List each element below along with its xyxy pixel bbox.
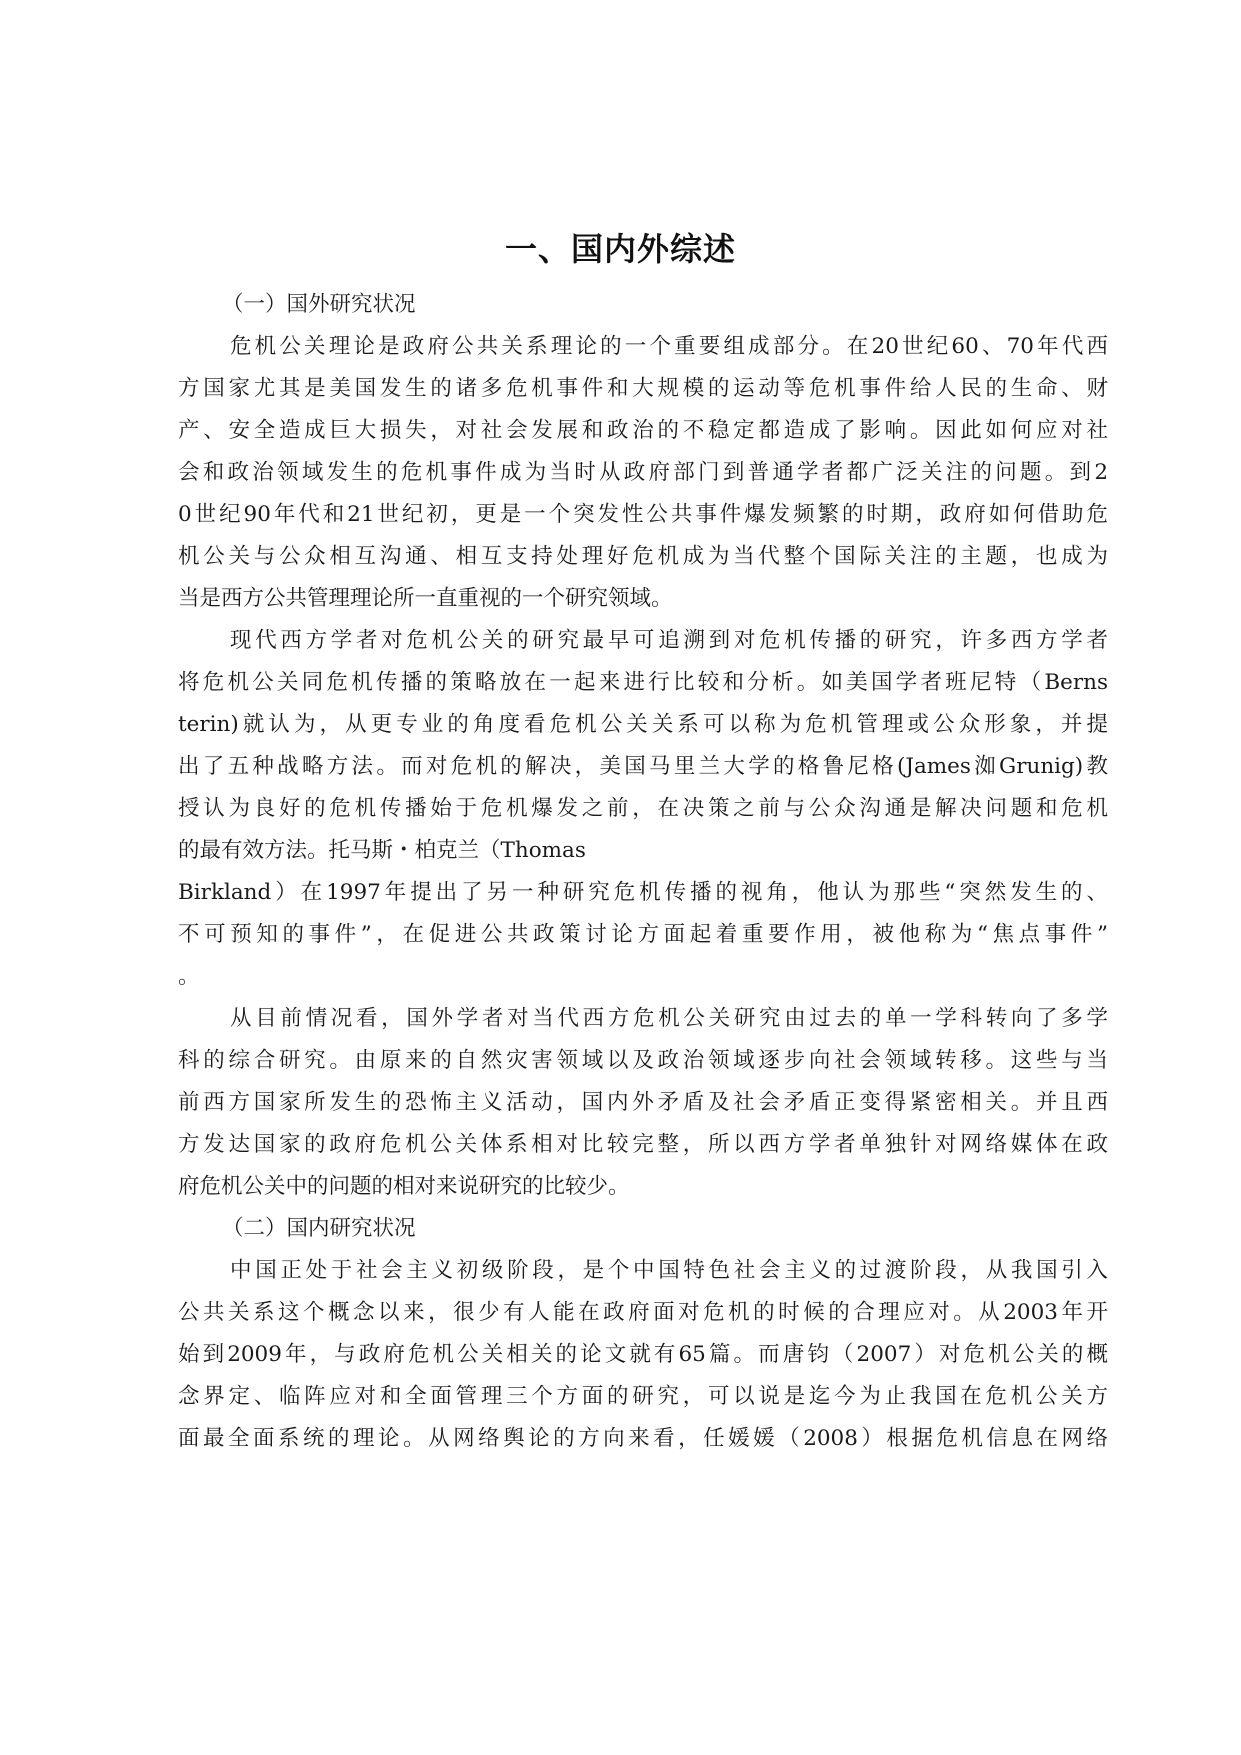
text-line: 从目前情况看，国外学者对当代西方危机公关研究由过去的单一学科转向了多学 (230, 1006, 1108, 1031)
text-line: 机公关与公众相互沟通、相互支持处理好危机成为当代整个国际关注的主题，也成为 (178, 544, 1108, 569)
text-line: 授认为良好的危机传播始于危机爆发之前，在决策之前与公众沟通是解决问题和危机 (178, 796, 1108, 821)
text-line: 公共关系这个概念以来，很少有人能在政府面对危机的时候的合理应对。从2003年开 (178, 1300, 1108, 1325)
text-line: Birkland）在1997年提出了另一种研究危机传播的视角，他认为那些“突然发生的、 (178, 880, 1108, 905)
text-line: 0世纪90年代和21世纪初，更是一个突发性公共事件爆发频繁的时期，政府如何借助危 (178, 502, 1108, 527)
text-line: 。 (178, 964, 200, 989)
text-line: 前西方国家所发生的恐怖主义活动，国内外矛盾及社会矛盾正变得紧密相关。并且西 (178, 1090, 1108, 1115)
section-heading: 一、国内外综述 (504, 230, 736, 268)
text-line: 现代西方学者对危机公关的研究最早可追溯到对危机传播的研究，许多西方学者 (230, 628, 1108, 653)
text-line: 不可预知的事件”，在促进公共政策讨论方面起着重要作用，被他称为“焦点事件” (178, 922, 1108, 947)
text-line: 面最全面系统的理论。从网络舆论的方向来看，任媛媛（2008）根据危机信息在网络 (178, 1426, 1108, 1451)
subsection-heading-domestic: （二）国内研究状况 (222, 1216, 416, 1241)
text-line: terin)就认为，从更专业的角度看危机公关关系可以称为危机管理或公众形象，并提 (178, 712, 1108, 737)
text-line: 科的综合研究。由原来的自然灾害领域以及政治领域逐步向社会领域转移。这些与当 (178, 1048, 1108, 1073)
text-line: 危机公关理论是政府公共关系理论的一个重要组成部分。在20世纪60、70年代西 (230, 334, 1108, 359)
text-line: 方发达国家的政府危机公关体系相对比较完整，所以西方学者单独针对网络媒体在政 (178, 1132, 1108, 1157)
text-line: 出了五种战略方法。而对危机的解决，美国马里兰大学的格鲁尼格(James洳Grunig)教 (178, 754, 1108, 779)
text-line: 会和政治领域发生的危机事件成为当时从政府部门到普通学者都广泛关注的问题。到2 (178, 460, 1108, 485)
text-line: 念界定、临阵应对和全面管理三个方面的研究，可以说是迄今为止我国在危机公关方 (178, 1384, 1108, 1409)
text-line: 府危机公关中的问题的相对来说研究的比较少。 (178, 1174, 630, 1199)
text-line: 方国家尤其是美国发生的诸多危机事件和大规模的运动等危机事件给人民的生命、财 (178, 376, 1108, 401)
text-line: 当是西方公共管理理论所一直重视的一个研究领域。 (178, 586, 673, 611)
text-line: 中国正处于社会主义初级阶段，是个中国特色社会主义的过渡阶段，从我国引入 (230, 1258, 1108, 1283)
text-line: 始到2009年，与政府危机公关相关的论文就有65篇。而唐钧（2007）对危机公关的概 (178, 1342, 1108, 1367)
subsection-heading-foreign: （一）国外研究状况 (222, 292, 416, 317)
text-line: 的最有效方法。托马斯・柏克兰（Thomas (178, 838, 586, 863)
text-line: 将危机公关同危机传播的策略放在一起来进行比较和分析。如美国学者班尼特（Berns (178, 670, 1108, 695)
text-line: 产、安全造成巨大损失，对社会发展和政治的不稳定都造成了影响。因此如何应对社 (178, 418, 1108, 443)
